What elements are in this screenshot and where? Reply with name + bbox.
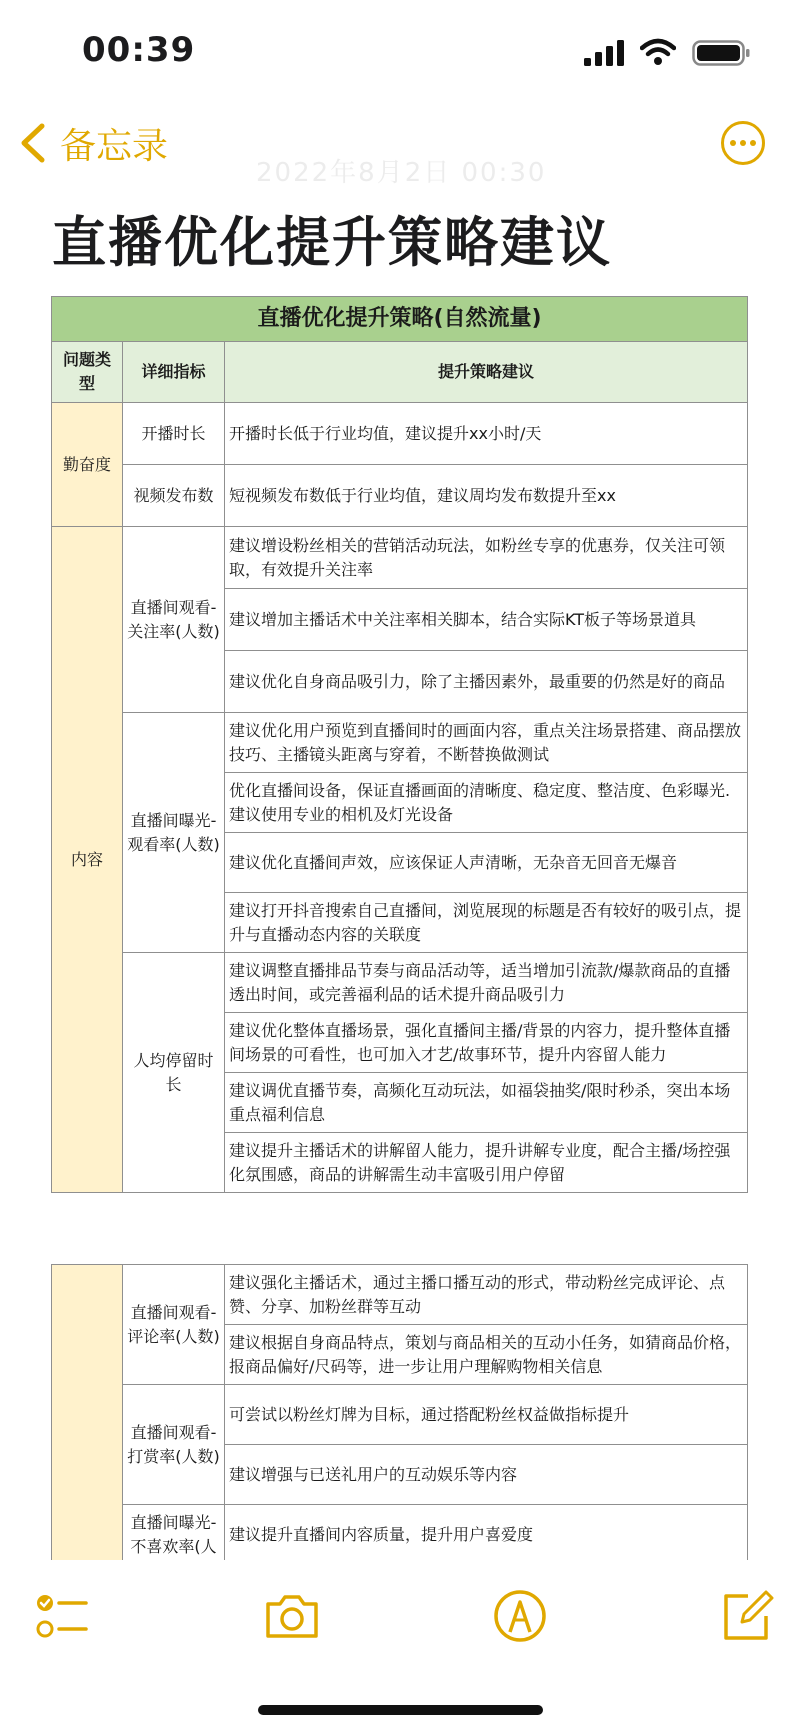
table-banner: 直播优化提升策略(自然流量) — [52, 297, 748, 342]
advice-cell: 建议优化整体直播场景，强化直播间主播/背景的内容力，提升整体直播间场景的可看性，也可加入才艺/故事环节，提升内容留人能力 — [225, 1013, 748, 1073]
type-cell: 勤奋度 — [52, 403, 123, 527]
markup-pen-icon[interactable] — [492, 1588, 548, 1644]
advice-cell: 可尝试以粉丝灯牌为目标，通过搭配粉丝权益做指标提升 — [225, 1385, 748, 1445]
table-row — [52, 527, 748, 589]
strategy-table — [51, 296, 748, 1193]
advice-cell: 建议优化直播间声效，应该保证人声清晰，无杂音无回音无爆音 — [225, 833, 748, 893]
advice-cell: 建议调整直播排品节奏与商品活动等，适当增加引流款/爆款商品的直播透出时间，或完善福利品的话术提升商品吸引力 — [225, 953, 748, 1013]
wifi-icon — [640, 38, 676, 66]
metric-cell: 人均停留时长 — [123, 953, 225, 1193]
bottom-toolbar — [0, 1560, 800, 1670]
advice-cell: 短视频发布数低于行业均值，建议周均发布数提升至xx — [225, 465, 748, 527]
cellular-signal-icon — [584, 40, 624, 66]
table-row — [52, 1265, 748, 1325]
more-options-icon[interactable] — [720, 120, 766, 166]
checklist-icon[interactable] — [34, 1588, 90, 1644]
metric-cell: 视频发布数 — [123, 465, 225, 527]
header-type: 问题类型 — [52, 342, 123, 403]
home-indicator[interactable] — [258, 1705, 543, 1715]
header-advice: 提升策略建议 — [225, 342, 748, 403]
image-gap — [0, 1226, 800, 1264]
back-chevron-icon[interactable] — [18, 122, 48, 164]
metric-cell: 直播间观看-评论率(人数) — [123, 1265, 225, 1385]
metric-cell: 直播间曝光-观看率(人数) — [123, 713, 225, 953]
metric-cell: 直播间观看-打赏率(人数) — [123, 1385, 225, 1505]
advice-cell: 建议根据自身商品特点，策划与商品相关的互动小任务，如猜商品价格，报商品偏好/尺码等，进一步让用户理解购物相关信息 — [225, 1325, 748, 1385]
advice-cell: 建议增强与已送礼用户的互动娱乐等内容 — [225, 1445, 748, 1505]
advice-cell: 优化直播间设备，保证直播画面的清晰度、稳定度、整洁度、色彩曝光.建议使用专业的相机及灯光设备 — [225, 773, 748, 833]
note-date: 2022年8月2日 00:30 — [256, 158, 547, 188]
advice-cell: 开播时长低于行业均值，建议提升xx小时/天 — [225, 403, 748, 465]
note-title[interactable]: 直播优化提升策略建议 — [52, 211, 612, 274]
table-row — [52, 465, 748, 527]
advice-cell: 建议优化自身商品吸引力，除了主播因素外，最重要的仍然是好的商品 — [225, 651, 748, 713]
camera-icon[interactable] — [264, 1588, 320, 1644]
compose-icon[interactable] — [718, 1588, 774, 1644]
table-row — [52, 1385, 748, 1445]
strategy-table-continued — [51, 1264, 748, 1565]
battery-icon — [692, 40, 750, 66]
advice-cell: 建议调优直播节奏，高频化互动玩法，如福袋抽奖/限时秒杀，突出本场重点福利信息 — [225, 1073, 748, 1133]
table-row — [52, 713, 748, 773]
table-header-row — [52, 342, 748, 403]
advice-cell: 建议提升直播间内容质量，提升用户喜爱度 — [225, 1505, 748, 1565]
table-row — [52, 1505, 748, 1565]
advice-cell: 建议增设粉丝相关的营销活动玩法，如粉丝专享的优惠券，仅关注可领取，有效提升关注率 — [225, 527, 748, 589]
metric-cell: 直播间曝光-不喜欢率(人 — [123, 1505, 225, 1565]
advice-cell: 建议强化主播话术，通过主播口播互动的形式，带动粉丝完成评论、点赞、分享、加粉丝群等互动 — [225, 1265, 748, 1325]
status-bar — [0, 0, 800, 100]
advice-cell: 建议提升主播话术的讲解留人能力，提升讲解专业度，配合主播/场控强化氛围感，商品的讲解需生动丰富吸引用户停留 — [225, 1133, 748, 1193]
header-metric: 详细指标 — [123, 342, 225, 403]
table-banner-row — [52, 297, 748, 342]
type-cell: 内容 — [52, 527, 123, 1193]
status-time: 00:39 — [82, 30, 196, 70]
back-button[interactable]: 备忘录 — [60, 126, 169, 167]
type-cell — [52, 1265, 123, 1565]
advice-cell: 建议打开抖音搜索自己直播间，浏览展现的标题是否有较好的吸引点，提升与直播动态内容的关联度 — [225, 893, 748, 953]
metric-cell: 直播间观看-关注率(人数) — [123, 527, 225, 713]
advice-cell: 建议增加主播话术中关注率相关脚本，结合实际KT板子等场景道具 — [225, 589, 748, 651]
advice-cell: 建议优化用户预览到直播间时的画面内容，重点关注场景搭建、商品摆放技巧、主播镜头距离与穿着，不断替换做测试 — [225, 713, 748, 773]
table-row — [52, 403, 748, 465]
table-row — [52, 953, 748, 1013]
metric-cell: 开播时长 — [123, 403, 225, 465]
